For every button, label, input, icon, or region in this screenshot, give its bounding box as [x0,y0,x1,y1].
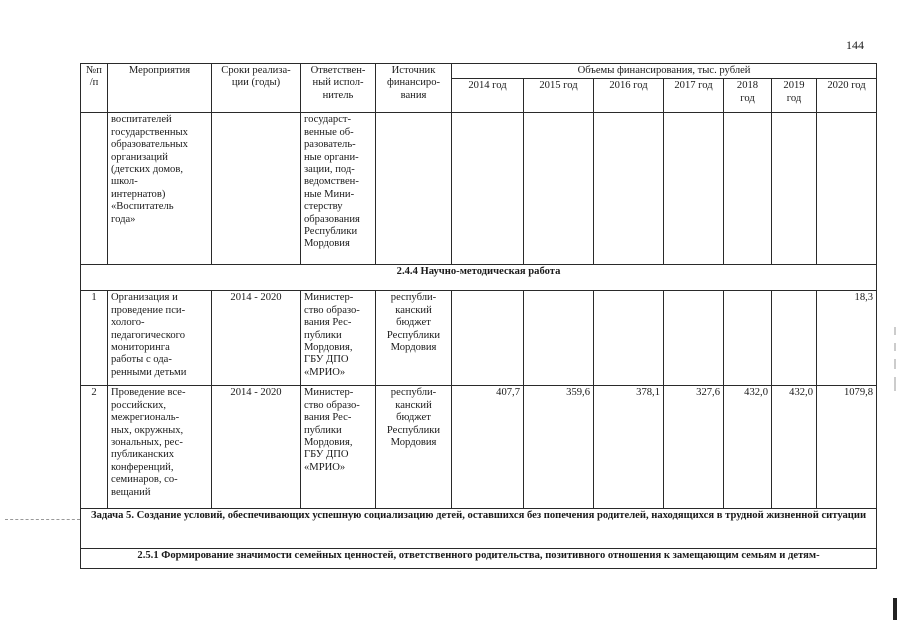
row-terms: 2014 - 2020 [212,386,301,509]
row-num: 2 [81,386,108,509]
row-source: республи- канский бюджет Республики Мордовия [376,386,452,509]
row-value: 432,0 [724,386,772,509]
header-row-top [81,64,877,79]
year-header: 2018 год [724,79,772,113]
col-header-volumes: Объемы финансирования, тыс. рублей [452,64,877,79]
row-value: 359,6 [524,386,594,509]
row-value: 432,0 [772,386,817,509]
row-terms: 2014 - 2020 [212,291,301,386]
row-measure: воспитателей государственных образовательных организаций (детских домов, школ- интернатов) «Воспитатель года» [108,113,212,265]
scan-artifact-line [5,519,80,520]
row-value [594,291,664,386]
row-value [664,291,724,386]
row-value [724,113,772,265]
row-num [81,113,108,265]
section-row [81,265,877,291]
row-value [594,113,664,265]
subsection-title: 2.5.1 Формирование значимости семейных ценностей, ответственного родительства, позитивного отношения к замещающим семьям и детям- [81,549,877,569]
table-row [81,291,877,386]
task-row [81,509,877,549]
row-value [524,291,594,386]
year-header: 2019 год [772,79,817,113]
row-value [724,291,772,386]
year-header: 2017 год [664,79,724,113]
row-value: 327,6 [664,386,724,509]
page-number: 144 [846,38,864,52]
year-header: 2014 год [452,79,524,113]
row-value [772,291,817,386]
row-num: 1 [81,291,108,386]
row-value: 18,3 [817,291,877,386]
row-value: 1079,8 [817,386,877,509]
row-measure: Организация и проведение пси- холого- педагогического мониторинга работы с ода- ренными детьми [108,291,212,386]
task-title: Задача 5. Создание условий, обеспечивающих успешную социализацию детей, оставшихся без попечения родителей, находящихся в трудной жизненной ситуации [81,509,877,549]
row-value [817,113,877,265]
row-value [452,113,524,265]
col-header-measures: Мероприятия [108,64,212,113]
row-value [772,113,817,265]
row-value [452,291,524,386]
row-value: 407,7 [452,386,524,509]
col-header-num: №п /п [81,64,108,113]
row-measure: Проведение все- российских, межрегиональ- ных, окружных, зональных, рес- публиканских конференций, семинаров, со- вещаний [108,386,212,509]
section-title: 2.4.4 Научно-методическая работа [81,265,877,291]
row-terms [212,113,301,265]
scan-edge-mark [893,598,897,620]
margin-scan-artifact [890,325,900,395]
row-value [664,113,724,265]
col-header-source: Источник финансиро- вания [376,64,452,113]
col-header-terms: Сроки реализа- ции (годы) [212,64,301,113]
year-header: 2016 год [594,79,664,113]
subsection-row [81,549,877,569]
row-value [524,113,594,265]
row-responsible: Министер- ство образо- вания Рес- публики Мордовия, ГБУ ДПО «МРИО» [301,291,376,386]
row-responsible: Министер- ство образо- вания Рес- публики Мордовия, ГБУ ДПО «МРИО» [301,386,376,509]
table-row [81,386,877,509]
col-header-responsible: Ответствен- ный испол- нитель [301,64,376,113]
year-header: 2015 год [524,79,594,113]
financing-table [80,63,877,569]
row-responsible: государст- венные об- разователь- ные органи- зации, под- ведомствен- ные Мини- стерству образования Республики Мордовия [301,113,376,265]
year-header: 2020 год [817,79,877,113]
row-value: 378,1 [594,386,664,509]
row-source: республи- канский бюджет Республики Мордовия [376,291,452,386]
row-source [376,113,452,265]
table-row [81,113,877,265]
